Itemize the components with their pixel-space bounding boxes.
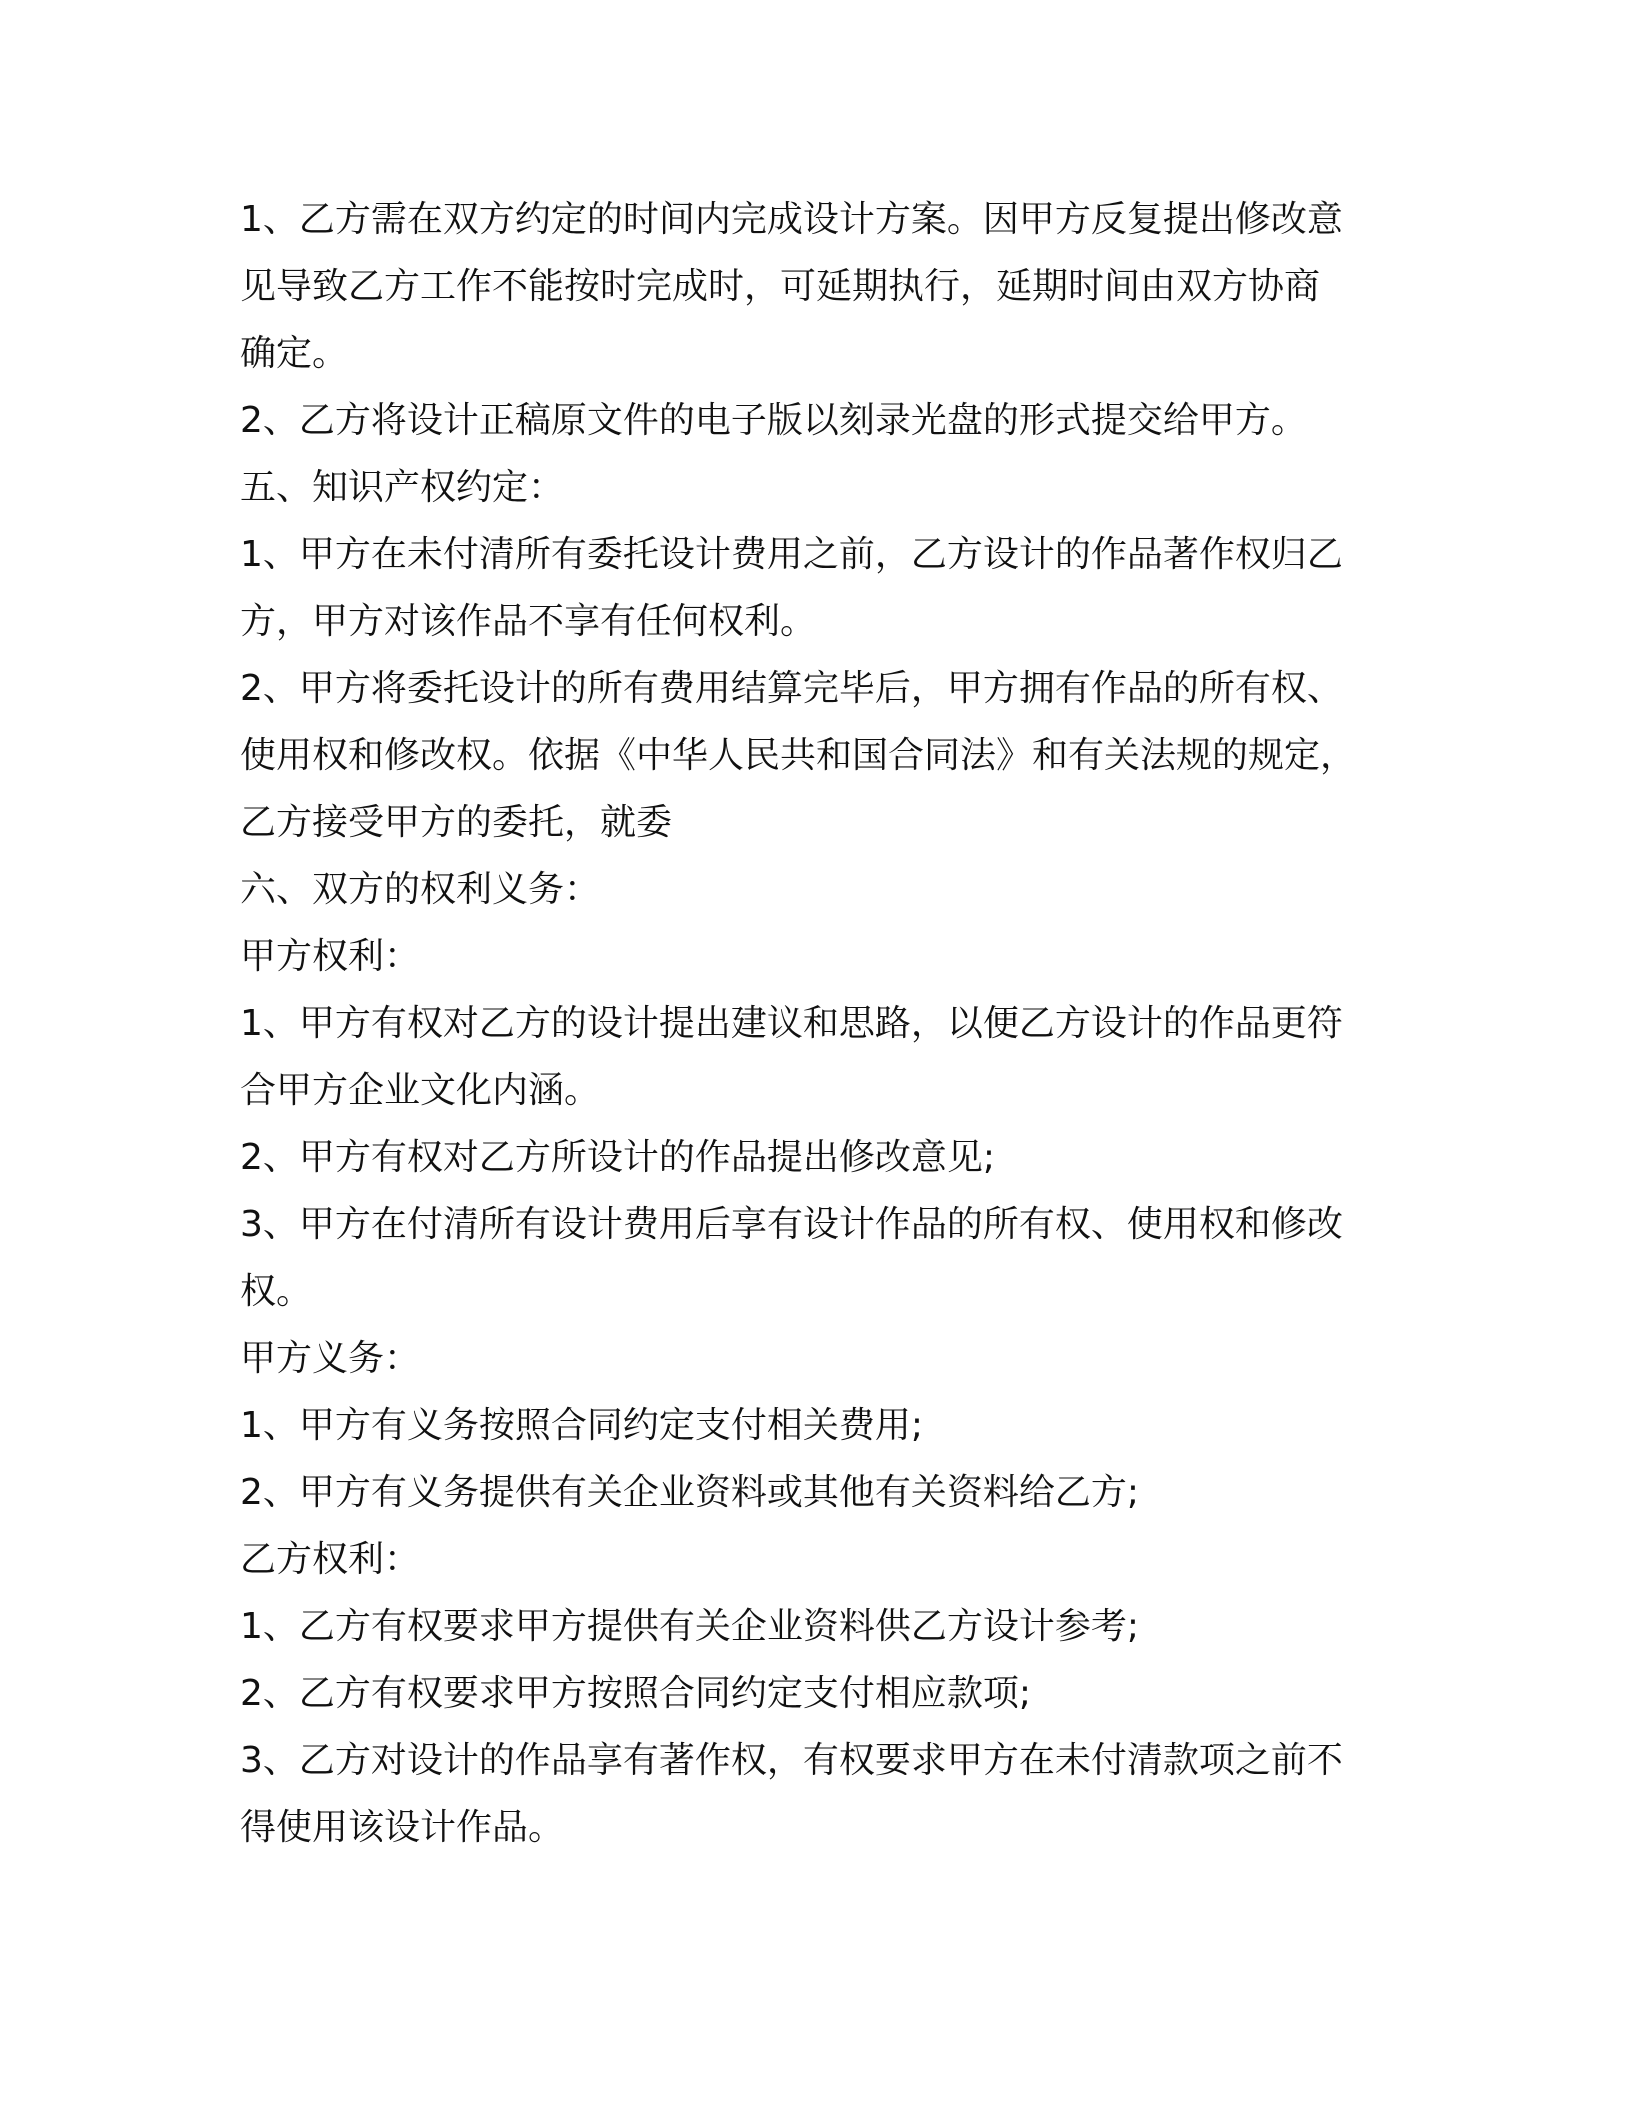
text-line: 使用权和修改权。依据《中华人民共和国合同法》和有关法规的规定， xyxy=(240,735,1357,776)
text-line: 2、乙方有权要求甲方按照合同约定支付相应款项; xyxy=(240,1673,1032,1714)
text-line: 方，甲方对该作品不享有任何权利。 xyxy=(240,601,817,642)
text-line: 2、甲方有权对乙方所设计的作品提出修改意见; xyxy=(240,1137,996,1178)
text-line: 权。 xyxy=(240,1271,313,1312)
section-heading: 五、知识产权约定： xyxy=(240,467,565,508)
text-line: 1、甲方有义务按照合同约定支付相关费用; xyxy=(240,1405,924,1446)
text-line: 2、甲方有义务提供有关企业资料或其他有关资料给乙方; xyxy=(240,1472,1140,1513)
document-body xyxy=(240,186,1392,1861)
text-line: 3、甲方在付清所有设计费用后享有设计作品的所有权、使用权和修改 xyxy=(240,1204,1343,1245)
text-line: 得使用该设计作品。 xyxy=(240,1807,565,1848)
text-line: 2、甲方将委托设计的所有费用结算完毕后，甲方拥有作品的所有权、 xyxy=(240,668,1343,709)
text-line: 合甲方企业文化内涵。 xyxy=(240,1070,601,1111)
subsection-heading: 乙方权利： xyxy=(240,1539,421,1580)
text-line: 2、乙方将设计正稿原文件的电子版以刻录光盘的形式提交给甲方。 xyxy=(240,400,1307,441)
subsection-heading: 甲方权利： xyxy=(240,936,421,977)
text-line: 1、甲方有权对乙方的设计提出建议和思路，以便乙方设计的作品更符 xyxy=(240,1003,1343,1044)
text-line: 见导致乙方工作不能按时完成时，可延期执行，延期时间由双方协商 xyxy=(240,266,1321,307)
text-line: 3、乙方对设计的作品享有著作权，有权要求甲方在未付清款项之前不 xyxy=(240,1740,1343,1781)
text-line: 乙方接受甲方的委托，就委 xyxy=(240,802,673,843)
text-line: 1、乙方有权要求甲方提供有关企业资料供乙方设计参考; xyxy=(240,1606,1140,1647)
subsection-heading: 甲方义务： xyxy=(240,1338,421,1379)
text-line: 1、乙方需在双方约定的时间内完成设计方案。因甲方反复提出修改意 xyxy=(240,199,1343,240)
text-line: 确定。 xyxy=(240,333,349,374)
text-line: 1、甲方在未付清所有委托设计费用之前，乙方设计的作品著作权归乙 xyxy=(240,534,1343,575)
section-heading: 六、双方的权利义务： xyxy=(240,869,601,910)
